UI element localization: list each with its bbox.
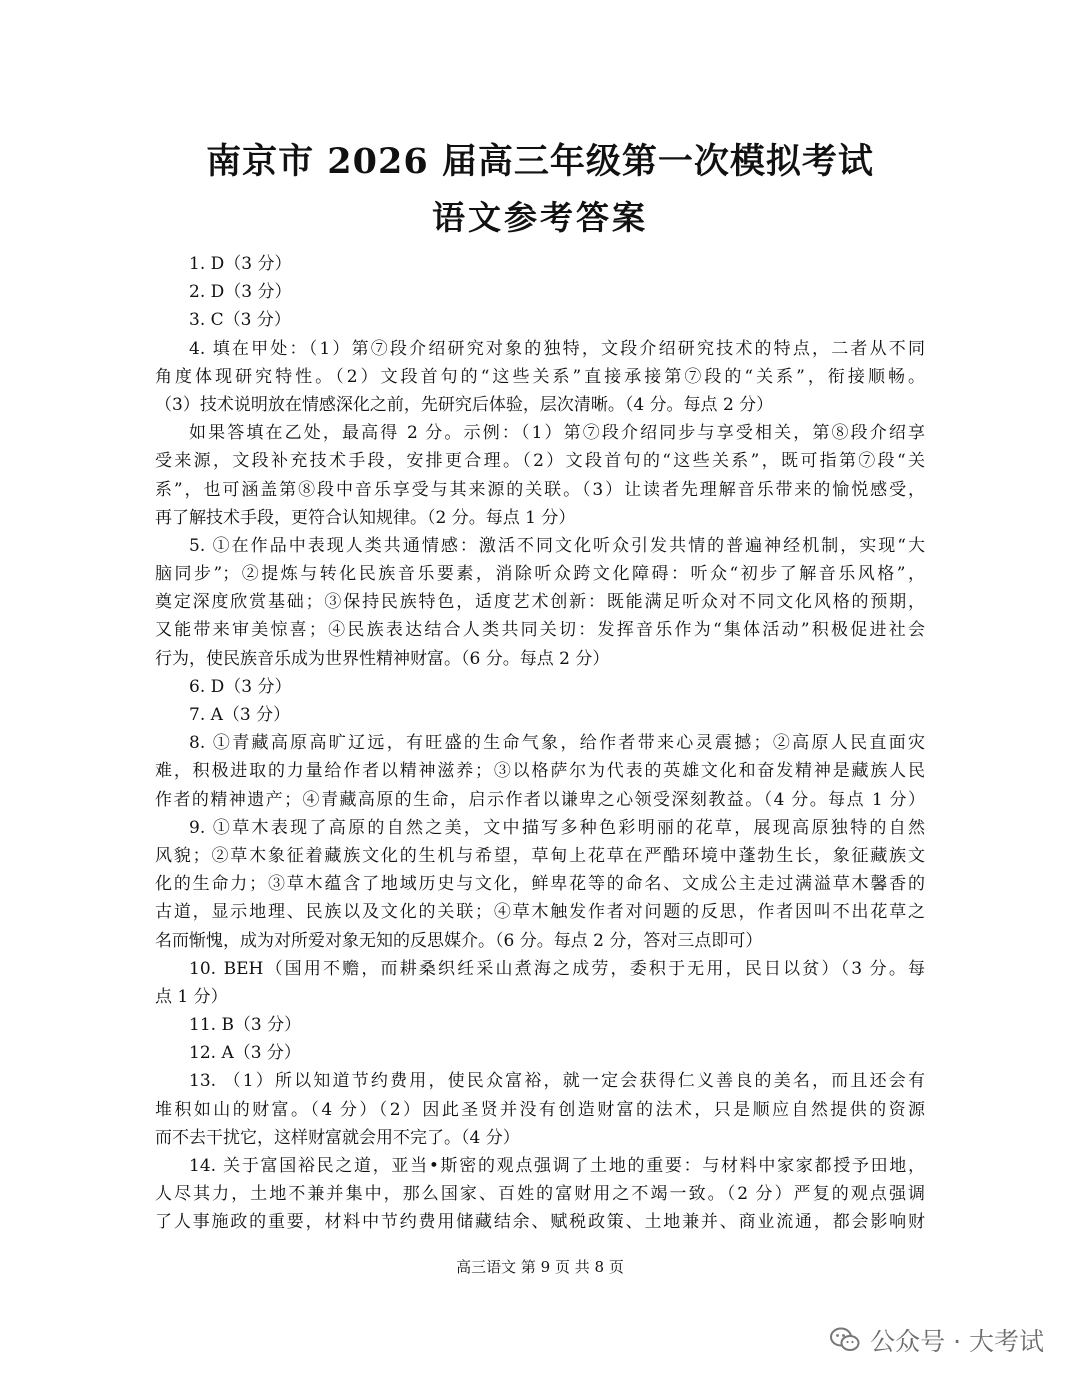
answer-line: 7. A（3 分） [189,705,291,725]
answer-line: 再了解技术手段，更符合认知规律。（2 分。每点 1 分） [155,507,576,528]
watermark-text: 公众号 · 大考试 [870,1327,1044,1356]
answer-line: 古道，显示地理、民族以及文化的关联；④草木触发作者对问题的反思，作者因叫不出花草之 [155,902,925,923]
answer-line: 行为，使民族音乐成为世界性精神财富。（6 分。每点 2 分） [155,648,610,669]
page-title: 南京市 2026 届高三年级第一次模拟考试 [206,141,874,182]
answer-line: 堆积如山的财富。（4 分）（2）因此圣贤并没有创造财富的法术，只是顺应自然提供的资源 [155,1099,925,1120]
answer-line: 12. A（3 分） [189,1043,301,1064]
answer-line: 系”，也可涵盖第⑧段中音乐享受与其来源的关联。（3）让读者先理解音乐带来的愉悦感受， [155,479,925,500]
answer-line: 9. ①草木表现了高原的自然之美，文中描写多种色彩明丽的花草，展现高原独特的自然 [189,817,925,838]
answer-line: 名而惭愧，成为对所爱对象无知的反思媒介。（6 分。每点 2 分，答对三点即可） [155,930,763,951]
answer-line: 而不去干扰它，这样财富就会用不完了。（4 分） [155,1127,520,1148]
answer-line: 受来源，文段补充技术手段，安排更合理。（2）文段首句的“这些关系”，既可指第⑦段“关 [155,451,925,472]
answer-line: 5. ①在作品中表现人类共通情感：激活不同文化听众引发共情的普遍神经机制，实现“大 [189,535,925,556]
answer-line: 了人事施政的重要，材料中节约费用储藏结余、赋税政策、土地兼并、商业流通，都会影响财 [155,1212,925,1233]
answer-line: 角度体现研究特性。（2）文段首句的“这些关系”直接承接第⑦段的“关系”，衔接顺畅。 [155,366,925,387]
answer-line: 点 1 分） [155,986,228,1007]
answer-line: 如果答填在乙处，最高得 2 分。示例：（1）第⑦段介绍同步与享受相关，第⑧段介绍享 [189,423,925,444]
answer-line: 奠定深度欣赏基础；③保持民族特色，适度艺术创新：既能满足听众对不同文化风格的预期， [155,592,925,613]
answer-line: 2. D（3 分） [189,282,292,303]
answer-line: 人尽其力，土地不兼并集中，那么国家、百姓的富财用之不竭一致。（2 分）严复的观点强调 [155,1184,925,1205]
page-footer: 高三语文 第 9 页 共 8 页 [456,1258,624,1276]
answer-line: 14. 关于富国裕民之道，亚当•斯密的观点强调了土地的重要：与材料中家家都授予田地， [189,1156,925,1176]
watermark [830,1322,1044,1358]
answer-line: 8. ①青藏高原高旷辽远，有旺盛的生命气象，给作者带来心灵震撼；②高原人民直面灾 [189,733,925,754]
page-subtitle: 语文参考答案 [432,198,648,237]
answer-line: 化的生命力；③草木蕴含了地域历史与文化，鲜卑花等的命名、文成公主走过满溢草木馨香的 [155,874,925,895]
answer-line: 难，积极进取的力量给作者以精神滋养；③以格萨尔为代表的英雄文化和奋发精神是藏族人民 [155,761,925,782]
answer-line: 又能带来审美惊喜；④民族表达结合人类共同关切：发挥音乐作为“集体活动”积极促进社会 [155,620,925,641]
answer-body [155,250,925,1237]
answer-line: 3. C（3 分） [189,310,291,331]
answer-line: 脑同步”；②提炼与转化民族音乐要素，消除听众跨文化障碍：听众“初步了解音乐风格”， [155,564,925,585]
answer-line: 风貌；②草木象征着藏族文化的生机与希望，草甸上花草在严酷环境中蓬勃生长，象征藏族文 [155,845,925,866]
answer-line: 4. 填在甲处：（1）第⑦段介绍研究对象的独特，文段介绍研究技术的特点，二者从不同 [189,338,925,359]
answer-line: 1. D（3 分） [189,254,292,274]
answer-line: 11. B（3 分） [189,1015,302,1036]
answer-line: 作者的精神遗产；④青藏高原的生命，启示作者以谦卑之心领受深刻教益。（4 分。每点 1 分） [155,789,925,810]
answer-line: （3）技术说明放在情感深化之前，先研究后体验，层次清晰。（4 分。每点 2 分） [155,394,774,415]
answer-line: 6. D（3 分） [189,676,292,697]
answer-line: 13. （1）所以知道节约费用，使民众富裕，就一定会获得仁义善良的美名，而且还会有 [189,1071,925,1092]
answer-line: 10. BEH（国用不赡，而耕桑织纴采山煮海之成劳，委积于无用，民日以贫）（3 分。每 [189,958,925,979]
wechat-icon [830,1327,860,1353]
